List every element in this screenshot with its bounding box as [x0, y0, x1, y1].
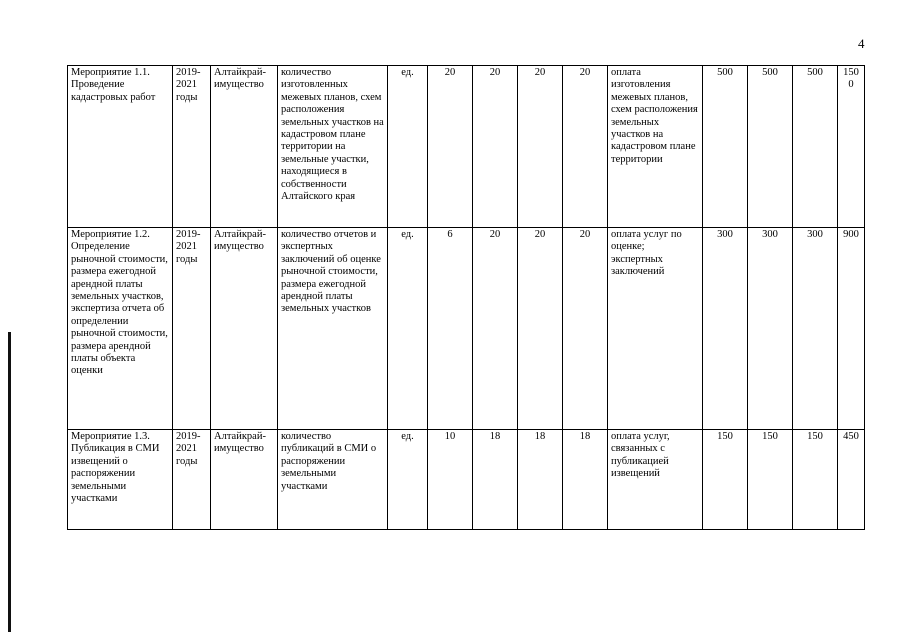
unit-cell: ед. [388, 66, 428, 228]
indicator-value-cell: 18 [473, 430, 518, 530]
period-cell: 2019-2021 годы [173, 228, 211, 430]
funding-cell: 500 [748, 66, 793, 228]
period-cell: 2019-2021 годы [173, 430, 211, 530]
indicator-value-cell: 6 [428, 228, 473, 430]
page-number: 4 [858, 36, 865, 51]
period-cell: 2019-2021 годы [173, 66, 211, 228]
expense-cell: оплата услуг по оценке; экспертных заключений [608, 228, 703, 430]
executor-cell: Алтайкрай-имущество [211, 228, 278, 430]
indicator-cell: количество изготовленных межевых планов, схем расположения земельных участков на кадастровом плане территории на земельные участки, находящиеся в собственности Алтайского края [278, 66, 388, 228]
indicator-value-cell: 20 [473, 228, 518, 430]
funding-cell: 300 [703, 228, 748, 430]
indicator-cell: количество отчетов и экспертных заключений об оценке рыночной стоимости, размера ежегодной арендной платы земельных участков [278, 228, 388, 430]
expense-cell: оплата изготовления межевых планов, схем расположения земельных участков на кадастровом плане территории [608, 66, 703, 228]
indicator-value-cell: 20 [428, 66, 473, 228]
scan-edge-mark [8, 332, 11, 632]
funding-cell: 500 [703, 66, 748, 228]
indicator-value-cell: 20 [518, 66, 563, 228]
funding-total-cell: 1500 [838, 66, 865, 228]
measure-cell: Мероприятие 1.3. Публикация в СМИ извещений о распоряжении земельными участками [68, 430, 173, 530]
indicator-value-cell: 20 [518, 228, 563, 430]
table-row [68, 66, 865, 228]
executor-cell: Алтайкрай-имущество [211, 66, 278, 228]
program-measures-table [67, 65, 865, 530]
indicator-value-cell: 18 [563, 430, 608, 530]
indicator-value-cell: 20 [473, 66, 518, 228]
indicator-value-cell: 18 [518, 430, 563, 530]
executor-cell: Алтайкрай-имущество [211, 430, 278, 530]
measure-cell: Мероприятие 1.1. Проведение кадастровых работ [68, 66, 173, 228]
funding-cell: 500 [793, 66, 838, 228]
indicator-value-cell: 20 [563, 228, 608, 430]
funding-cell: 300 [793, 228, 838, 430]
expense-cell: оплата услуг, связанных с публикацией извещений [608, 430, 703, 530]
indicator-cell: количество публикаций в СМИ о распоряжении земельными участками [278, 430, 388, 530]
funding-cell: 150 [703, 430, 748, 530]
funding-total-cell: 900 [838, 228, 865, 430]
table-row [68, 430, 865, 530]
table-row [68, 228, 865, 430]
funding-cell: 300 [748, 228, 793, 430]
unit-cell: ед. [388, 228, 428, 430]
funding-cell: 150 [793, 430, 838, 530]
indicator-value-cell: 20 [563, 66, 608, 228]
funding-cell: 150 [748, 430, 793, 530]
unit-cell: ед. [388, 430, 428, 530]
funding-total-cell: 450 [838, 430, 865, 530]
indicator-value-cell: 10 [428, 430, 473, 530]
measure-cell: Мероприятие 1.2. Определение рыночной стоимости, размера ежегодной арендной платы земельных участков, экспертиза отчета об определении рыночной стоимости, размера арендной платы объекта оценки [68, 228, 173, 430]
